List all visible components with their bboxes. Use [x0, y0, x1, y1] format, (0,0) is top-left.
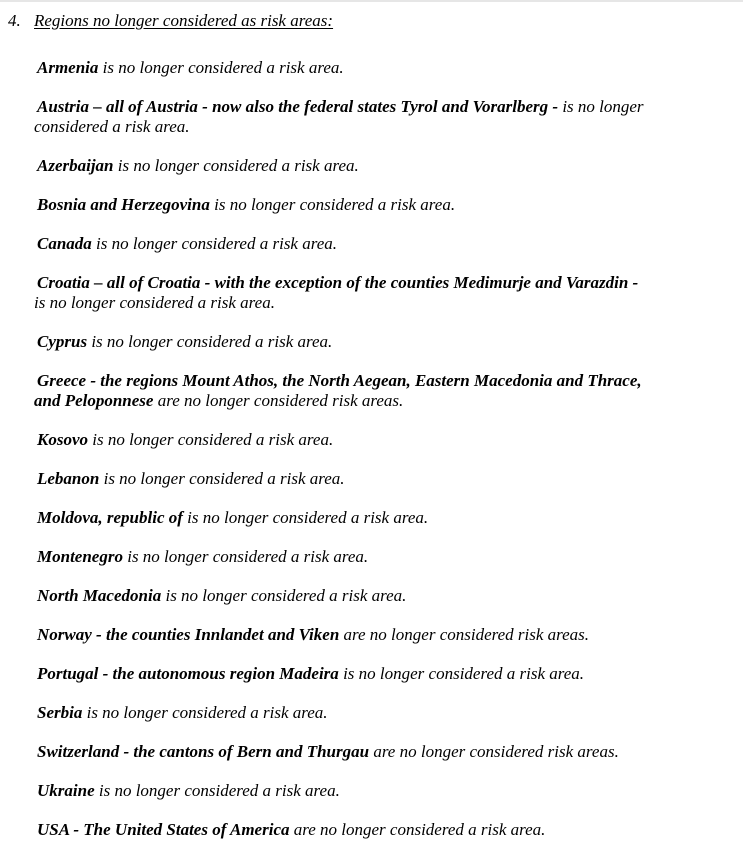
region-entry-line [34, 469, 734, 489]
region-entry-line [34, 586, 734, 606]
region-status-text: is no longer considered a risk area. [113, 156, 359, 175]
region-entry-line [34, 508, 734, 528]
region-entry [34, 469, 734, 489]
section-heading [8, 11, 333, 31]
section-number: 4. [8, 11, 21, 30]
region-name: Croatia – all of Croatia - with the exception of the counties Medimurje and Varazdin - [37, 273, 639, 292]
region-entry-line [34, 273, 734, 293]
region-name: Ukraine [37, 781, 95, 800]
region-entry-line [34, 664, 734, 684]
region-entry-line [34, 547, 734, 567]
region-name: Lebanon [37, 469, 100, 488]
region-name: Norway - the counties Innlandet and Viken [37, 625, 340, 644]
region-entry-continuation [34, 293, 734, 313]
region-status-text: are no longer considered risk areas. [339, 625, 590, 644]
region-entry [34, 547, 734, 567]
region-name: Switzerland - the cantons of Bern and Thurgau [37, 742, 370, 761]
region-entry [34, 371, 734, 411]
region-entry-line [34, 625, 734, 645]
region-name-continued: and Peloponnese [34, 391, 154, 410]
region-name: Canada [37, 234, 92, 253]
region-name: North Macedonia [37, 586, 162, 605]
region-entry-line [34, 371, 734, 391]
region-entry-line [34, 156, 734, 176]
region-status-text: is no longer considered a risk area. [91, 234, 338, 253]
region-entry-line [34, 781, 734, 801]
region-entry-continuation [34, 117, 734, 137]
region-status-text: is no longer considered a risk area. [161, 586, 407, 605]
region-name: Cyprus [37, 332, 88, 351]
region-name: Austria – all of Austria - now also the federal states Tyrol and Vorarlberg - [37, 97, 559, 116]
region-status-text: considered a risk area. [34, 117, 190, 136]
region-name: Kosovo [37, 430, 88, 449]
region-name: Greece - the regions Mount Athos, the North Aegean, Eastern Macedonia and Thrace, [37, 371, 642, 390]
region-name: Armenia [37, 58, 99, 77]
region-entry-line [34, 332, 734, 352]
region-status-text: is no longer considered a risk area. [87, 332, 333, 351]
region-status-text: is no longer considered a risk area. [209, 195, 456, 214]
region-entry-continuation [34, 391, 734, 411]
page-top-border [0, 0, 743, 2]
region-status-text: is no longer considered a risk area. [99, 469, 345, 488]
region-entry [34, 156, 734, 176]
region-entry [34, 273, 734, 313]
region-name: Serbia [37, 703, 83, 722]
region-entry [34, 508, 734, 528]
region-status-text: is no longer considered a risk area. [88, 430, 334, 449]
region-status-text: are no longer considered risk areas. [153, 391, 404, 410]
region-name: Montenegro [37, 547, 123, 566]
region-list [34, 58, 734, 859]
region-name: Portugal - the autonomous region Madeira [37, 664, 339, 683]
region-entry [34, 234, 734, 254]
region-entry [34, 430, 734, 450]
region-entry-line [34, 820, 734, 840]
region-entry-line [34, 195, 734, 215]
region-name: Azerbaijan [37, 156, 114, 175]
region-entry [34, 586, 734, 606]
region-entry [34, 332, 734, 352]
region-entry-line [34, 742, 734, 762]
region-status-text: is no longer considered a risk area. [34, 293, 275, 312]
region-name: USA - The United States of America [37, 820, 290, 839]
region-status-text: is no longer considered a risk area. [338, 664, 585, 683]
region-entry-line [34, 58, 734, 78]
region-status-text: is no longer considered a risk area. [182, 508, 429, 527]
region-name: Moldova, republic of [37, 508, 183, 527]
region-entry [34, 820, 734, 840]
region-entry [34, 625, 734, 645]
region-entry-line [34, 703, 734, 723]
region-entry [34, 703, 734, 723]
region-status-text: are no longer considered risk areas. [369, 742, 619, 761]
region-entry [34, 195, 734, 215]
region-status-text: is no longer [558, 97, 644, 116]
region-entry-line [34, 430, 734, 450]
region-status-text: is no longer considered a risk area. [94, 781, 340, 800]
region-status-text: is no longer considered a risk area. [98, 58, 344, 77]
region-status-text: is no longer considered a risk area. [122, 547, 369, 566]
region-entry [34, 781, 734, 801]
region-status-text: are no longer considered a risk area. [289, 820, 546, 839]
region-name: Bosnia and Herzegovina [37, 195, 210, 214]
region-entry-line [34, 234, 734, 254]
section-title: Regions no longer considered as risk areas: [34, 11, 334, 30]
region-entry [34, 58, 734, 78]
region-entry-line [34, 97, 734, 117]
region-entry [34, 664, 734, 684]
region-entry [34, 742, 734, 762]
region-status-text: is no longer considered a risk area. [82, 703, 328, 722]
region-entry [34, 97, 734, 137]
